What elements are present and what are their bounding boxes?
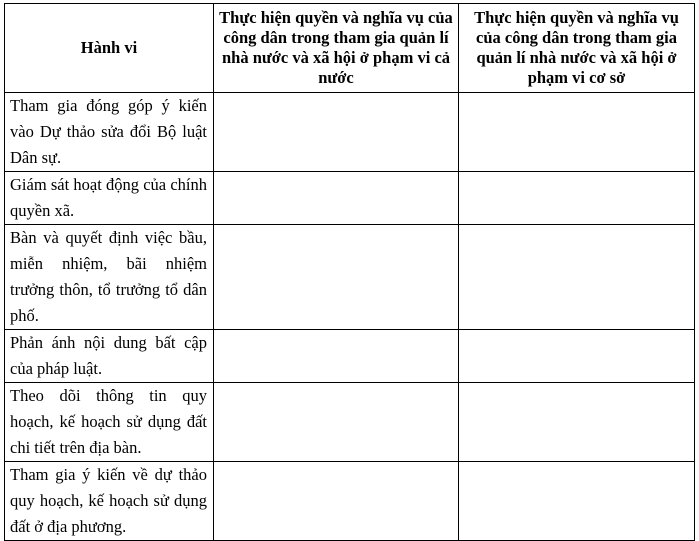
header-national-scope: Thực hiện quyền và nghĩa vụ của công dân trong tham gia quản lí nhà nước và xã hội ở phạm vi cả nước [214,4,459,93]
behavior-cell: Tham gia ý kiến về dự thảo quy hoạch, kế hoạch sử dụng đất ở địa phương. [5,462,214,541]
national-scope-cell[interactable] [214,330,459,383]
local-scope-cell[interactable] [459,225,695,330]
local-scope-cell[interactable] [459,93,695,172]
table-row [5,383,695,462]
national-scope-cell[interactable] [214,383,459,462]
table-row [5,225,695,330]
table-row [5,172,695,225]
header-local-scope: Thực hiện quyền và nghĩa vụ của công dân trong tham gia quản lí nhà nước và xã hội ở phạm vi cơ sở [459,4,695,93]
table-row [5,462,695,541]
table-row [5,330,695,383]
table-row [5,93,695,172]
national-scope-cell[interactable] [214,225,459,330]
behavior-cell: Giám sát hoạt động của chính quyền xã. [5,172,214,225]
behavior-cell: Bàn và quyết định việc bầu, miễn nhiệm, bãi nhiệm trưởng thôn, tổ trưởng tổ dân phố. [5,225,214,330]
national-scope-cell[interactable] [214,93,459,172]
behavior-cell: Theo dõi thông tin quy hoạch, kế hoạch sử dụng đất chi tiết trên địa bàn. [5,383,214,462]
local-scope-cell[interactable] [459,172,695,225]
header-behavior: Hành vi [5,4,214,93]
table-header-row [5,4,695,93]
national-scope-cell[interactable] [214,172,459,225]
national-scope-cell[interactable] [214,462,459,541]
exercise-table-container [4,3,695,541]
local-scope-cell[interactable] [459,330,695,383]
exercise-table [4,3,695,541]
local-scope-cell[interactable] [459,383,695,462]
behavior-cell: Tham gia đóng góp ý kiến vào Dự thảo sửa đổi Bộ luật Dân sự. [5,93,214,172]
local-scope-cell[interactable] [459,462,695,541]
behavior-cell: Phản ánh nội dung bất cập của pháp luật. [5,330,214,383]
